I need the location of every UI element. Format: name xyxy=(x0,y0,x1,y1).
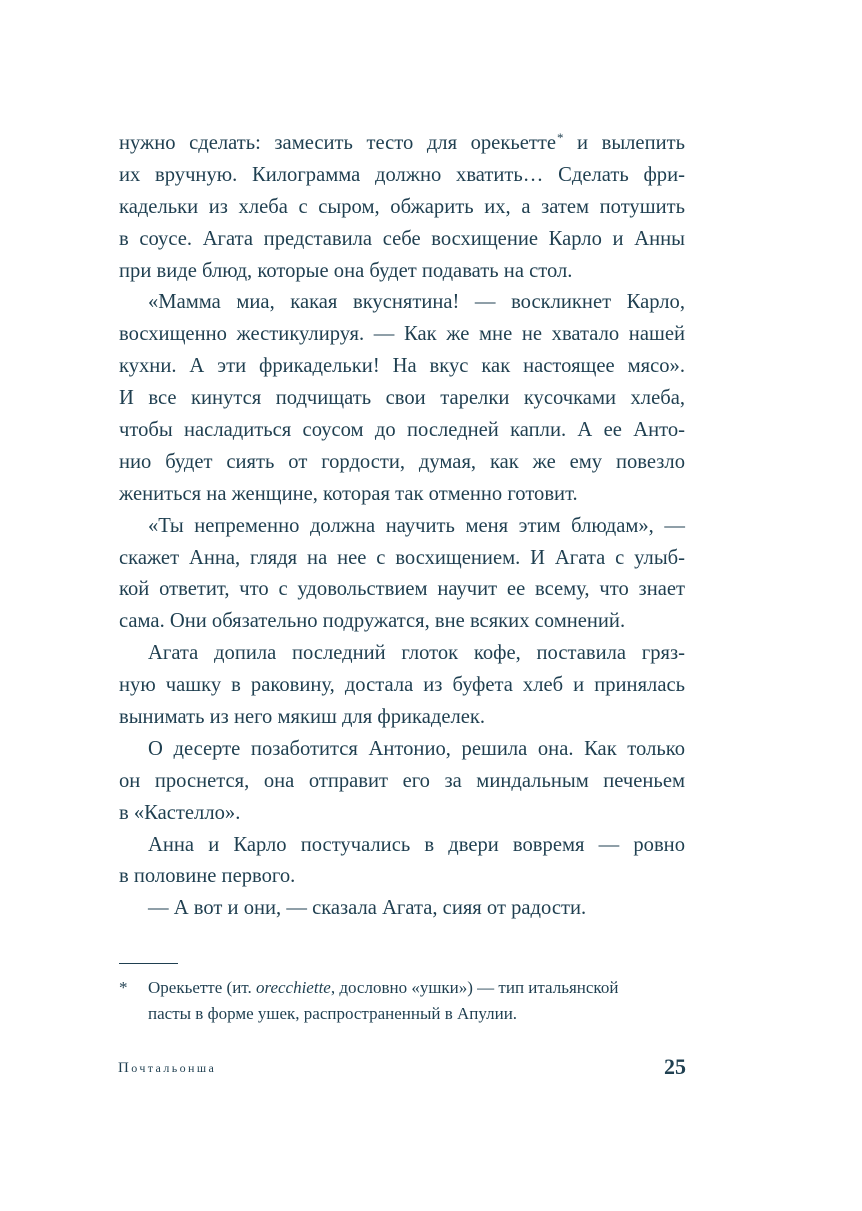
text-line: «Мамма миа, какая вкуснятина! — воскликнет Карло, xyxy=(148,291,685,314)
footnote-reference: * xyxy=(557,130,564,145)
text-line: он проснется, она отправит его за миндальным печеньем xyxy=(119,769,685,792)
text-line: восхищенно жестикулируя. — Как же мне не хватало нашей xyxy=(119,323,685,346)
text-line: при виде блюд, которые она будет подавать на стол. xyxy=(119,259,573,282)
running-title-initial: П xyxy=(118,1060,132,1076)
running-title xyxy=(118,1056,216,1080)
text-line: — А вот и они, — сказала Агата, сияя от радости. xyxy=(148,897,587,920)
text-line: скажет Анна, глядя на нее с восхищением. И Агата с улыб- xyxy=(119,546,685,569)
text-line: в «Кастелло». xyxy=(119,801,241,824)
footnote-text: , дословно «ушки») — тип итальянской xyxy=(330,978,619,997)
text-line: чтобы насладиться соусом до последней капли. А ее Анто- xyxy=(119,419,685,442)
text-line: их вручную. Килограмма должно хватить… Сделать фри- xyxy=(119,163,685,186)
text-line: в соусе. Агата представила себе восхищение Карло и Анны xyxy=(119,227,685,250)
text-line: в половине первого. xyxy=(119,865,296,888)
text-line: Анна и Карло постучались в двери вовремя — ровно xyxy=(148,833,685,856)
text-line: И все кинутся подчищать свои тарелки кусочками хлеба, xyxy=(119,387,685,410)
text-line: кухни. А эти фрикадельки! На вкус как настоящее мясо». xyxy=(119,355,685,378)
footnote xyxy=(119,975,685,1027)
page-number: 25 xyxy=(664,1054,686,1079)
text-line: О десерте позаботится Антонио, решила она. Как только xyxy=(148,737,685,760)
text-line xyxy=(119,128,685,160)
footnote-line: пасты в форме ушек, распространенный в Апулии. xyxy=(148,1004,518,1023)
text-line: жениться на женщине, которая так отменно готовит. xyxy=(119,482,578,505)
text-line: кой ответит, что с удовольствием научит ее всему, что знает xyxy=(119,578,685,601)
text-line: ную чашку в раковину, достала из буфета хлеб и принялась xyxy=(119,674,685,697)
footnote-italic-term: orecchiette xyxy=(255,978,331,997)
text-line: нио будет сиять от гордости, думая, как же ему повезло xyxy=(119,450,685,473)
main-text xyxy=(119,128,685,925)
text-line: кадельки из хлеба с сыром, обжарить их, а затем потушить xyxy=(119,195,685,218)
text-line: «Ты непременно должна научить меня этим блюдам», — xyxy=(148,514,685,537)
footnote-line xyxy=(119,975,685,1001)
footnote-divider xyxy=(119,963,178,964)
footnote-marker: * xyxy=(119,978,128,997)
footnote-text: Орекьетте (ит. xyxy=(148,978,256,997)
running-title-rest: очтальонша xyxy=(131,1061,217,1075)
text-line-content: нужно сделать: замесить тесто для орекьетте xyxy=(119,132,556,154)
text-line: вынимать из него мякиш для фрикаделек. xyxy=(119,706,486,729)
text-line-content: и вылепить xyxy=(563,132,686,154)
text-line: Агата допила последний глоток кофе, поставила гряз- xyxy=(148,642,685,665)
text-line: сама. Они обязательно подружатся, вне всяких сомнений. xyxy=(119,610,626,633)
